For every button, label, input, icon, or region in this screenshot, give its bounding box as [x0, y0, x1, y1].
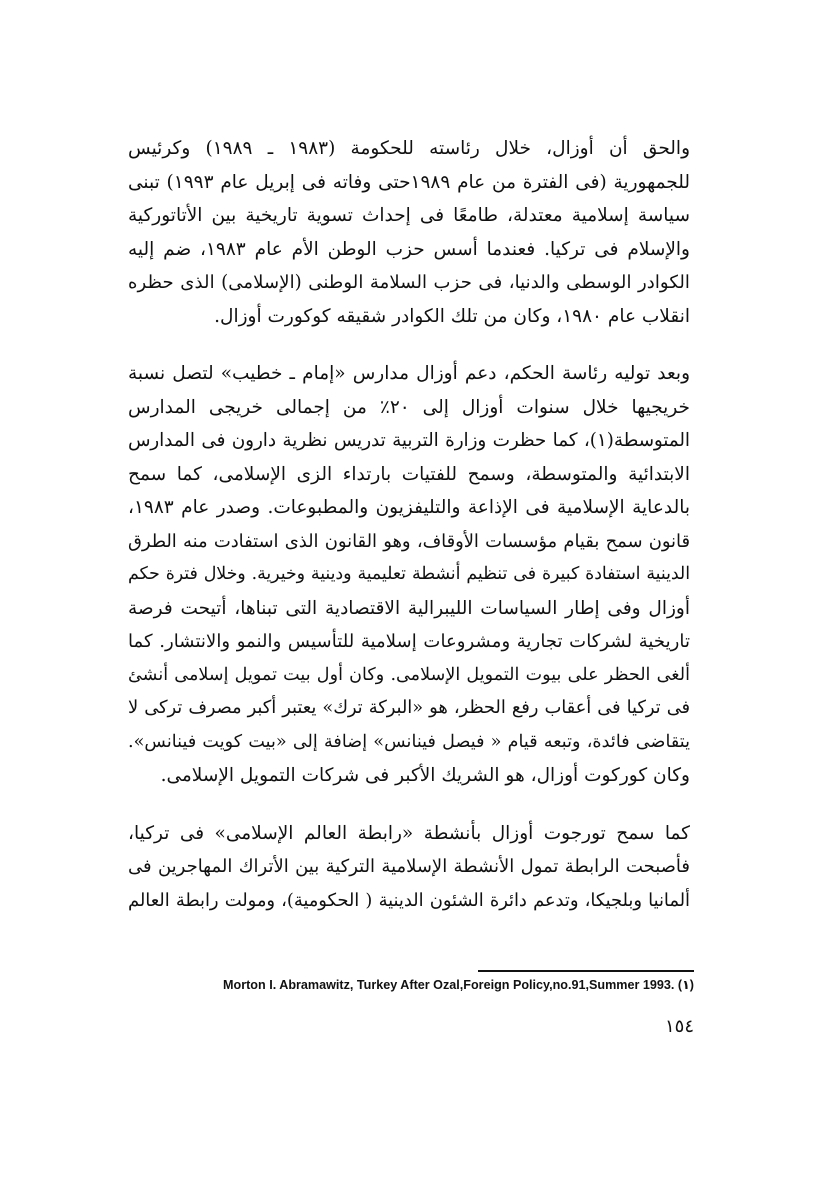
- paragraph-2: [128, 357, 690, 793]
- text-line: سياسة إسلامية معتدلة، طامعًا فى إحداث تسوية تاريخية بين الأتاتوركية: [128, 205, 690, 226]
- text-line: كما سمح تورجوت أوزال بأنشطة «رابطة العالم الإسلامى» فى تركيا،: [128, 822, 690, 844]
- text-line: يتقاضى فائدة، وتبعه قيام « فيصل فينانس» إضافة إلى «بيت كويت فينانس».: [128, 731, 690, 752]
- text-line: أوزال وفى إطار السياسات الليبرالية الاقتصادية التى تبناها، أتيحت فرصة: [128, 597, 690, 619]
- text-line: قانون سمح بقيام مؤسسات الأوقاف، وهو القانون الذى استفادت منه الطرق: [128, 530, 690, 552]
- text-line: تاريخية لشركات تجارية ومشروعات إسلامية للتأسيس والنمو والانتشار. كما: [128, 631, 690, 652]
- text-line: بالدعاية الإسلامية فى الإذاعة والتليفزيون والمطبوعات. وصدر عام ١٩٨٣،: [128, 497, 690, 518]
- text-line: الابتدائية والمتوسطة، وسمح للفتيات بارتداء الزى الإسلامى، كما سمح: [128, 463, 690, 485]
- footnote: Morton I. Abramawitz, Turkey After Ozal,Foreign Policy,no.91,Summer 1993. (١): [223, 978, 694, 992]
- text-line: فى تركيا فى أعقاب رفع الحظر، هو «البركة ترك» يعتبر أكبر مصرف تركى لا: [128, 698, 690, 718]
- text-line: ألمانيا وبلجيكا، وتدعم دائرة الشئون الدينية ( الحكومية)، ومولت رابطة العالم: [128, 889, 690, 911]
- text-line: فأصبحت الرابطة تمول الأنشطة الإسلامية التركية بين الأتراك المهاجرين فى: [128, 856, 690, 877]
- text-line: الدينية استفادة كبيرة فى تنظيم أنشطة تعليمية ودينية وخيرية. وخلال فترة حكم: [128, 564, 690, 584]
- text-line: للجمهورية (فى الفترة من عام ١٩٨٩حتى وفاته فى إبريل عام ١٩٩٣) تبنى: [128, 171, 690, 193]
- text-line: المتوسطة(١)، كما حظرت وزارة التربية تدريس نظرية دارون فى المدارس: [128, 430, 690, 451]
- footnote-divider: [478, 970, 694, 972]
- paragraph-1: [128, 132, 690, 333]
- text-line: انقلاب عام ١٩٨٠، وكان من تلك الكوادر شقيقه كوكورت أوزال.: [214, 305, 690, 327]
- text-line: ألغى الحظر على بيوت التمويل الإسلامى. وكان أول بيت تمويل إسلامى أنشئ: [128, 664, 690, 685]
- text-line: خريجيها خلال سنوات أوزال إلى ٢٠٪ من إجمالى خريجى المدارس: [128, 396, 690, 418]
- text-line: والحق أن أوزال، خلال رئاسته للحكومة (١٩٨٣ ـ ١٩٨٩) وكرئيس: [128, 138, 691, 159]
- paragraph-3: [128, 817, 690, 918]
- text-line: الكوادر الوسطى والدنيا، فى حزب السلامة الوطنى (الإسلامى) الذى حظره: [128, 272, 690, 293]
- text-line: وبعد توليه رئاسة الحكم، دعم أوزال مدارس «إمام ـ خطيب» لتصل نسبة: [128, 363, 690, 384]
- text-line: وكان كوركوت أوزال، هو الشريك الأكبر فى شركات التمويل الإسلامى.: [160, 765, 690, 786]
- body-text: [128, 132, 690, 917]
- text-line: والإسلام فى تركيا. فعندما أسس حزب الوطن الأم عام ١٩٨٣، ضم إليه: [128, 238, 690, 260]
- page-number: ١٥٤: [664, 1016, 694, 1037]
